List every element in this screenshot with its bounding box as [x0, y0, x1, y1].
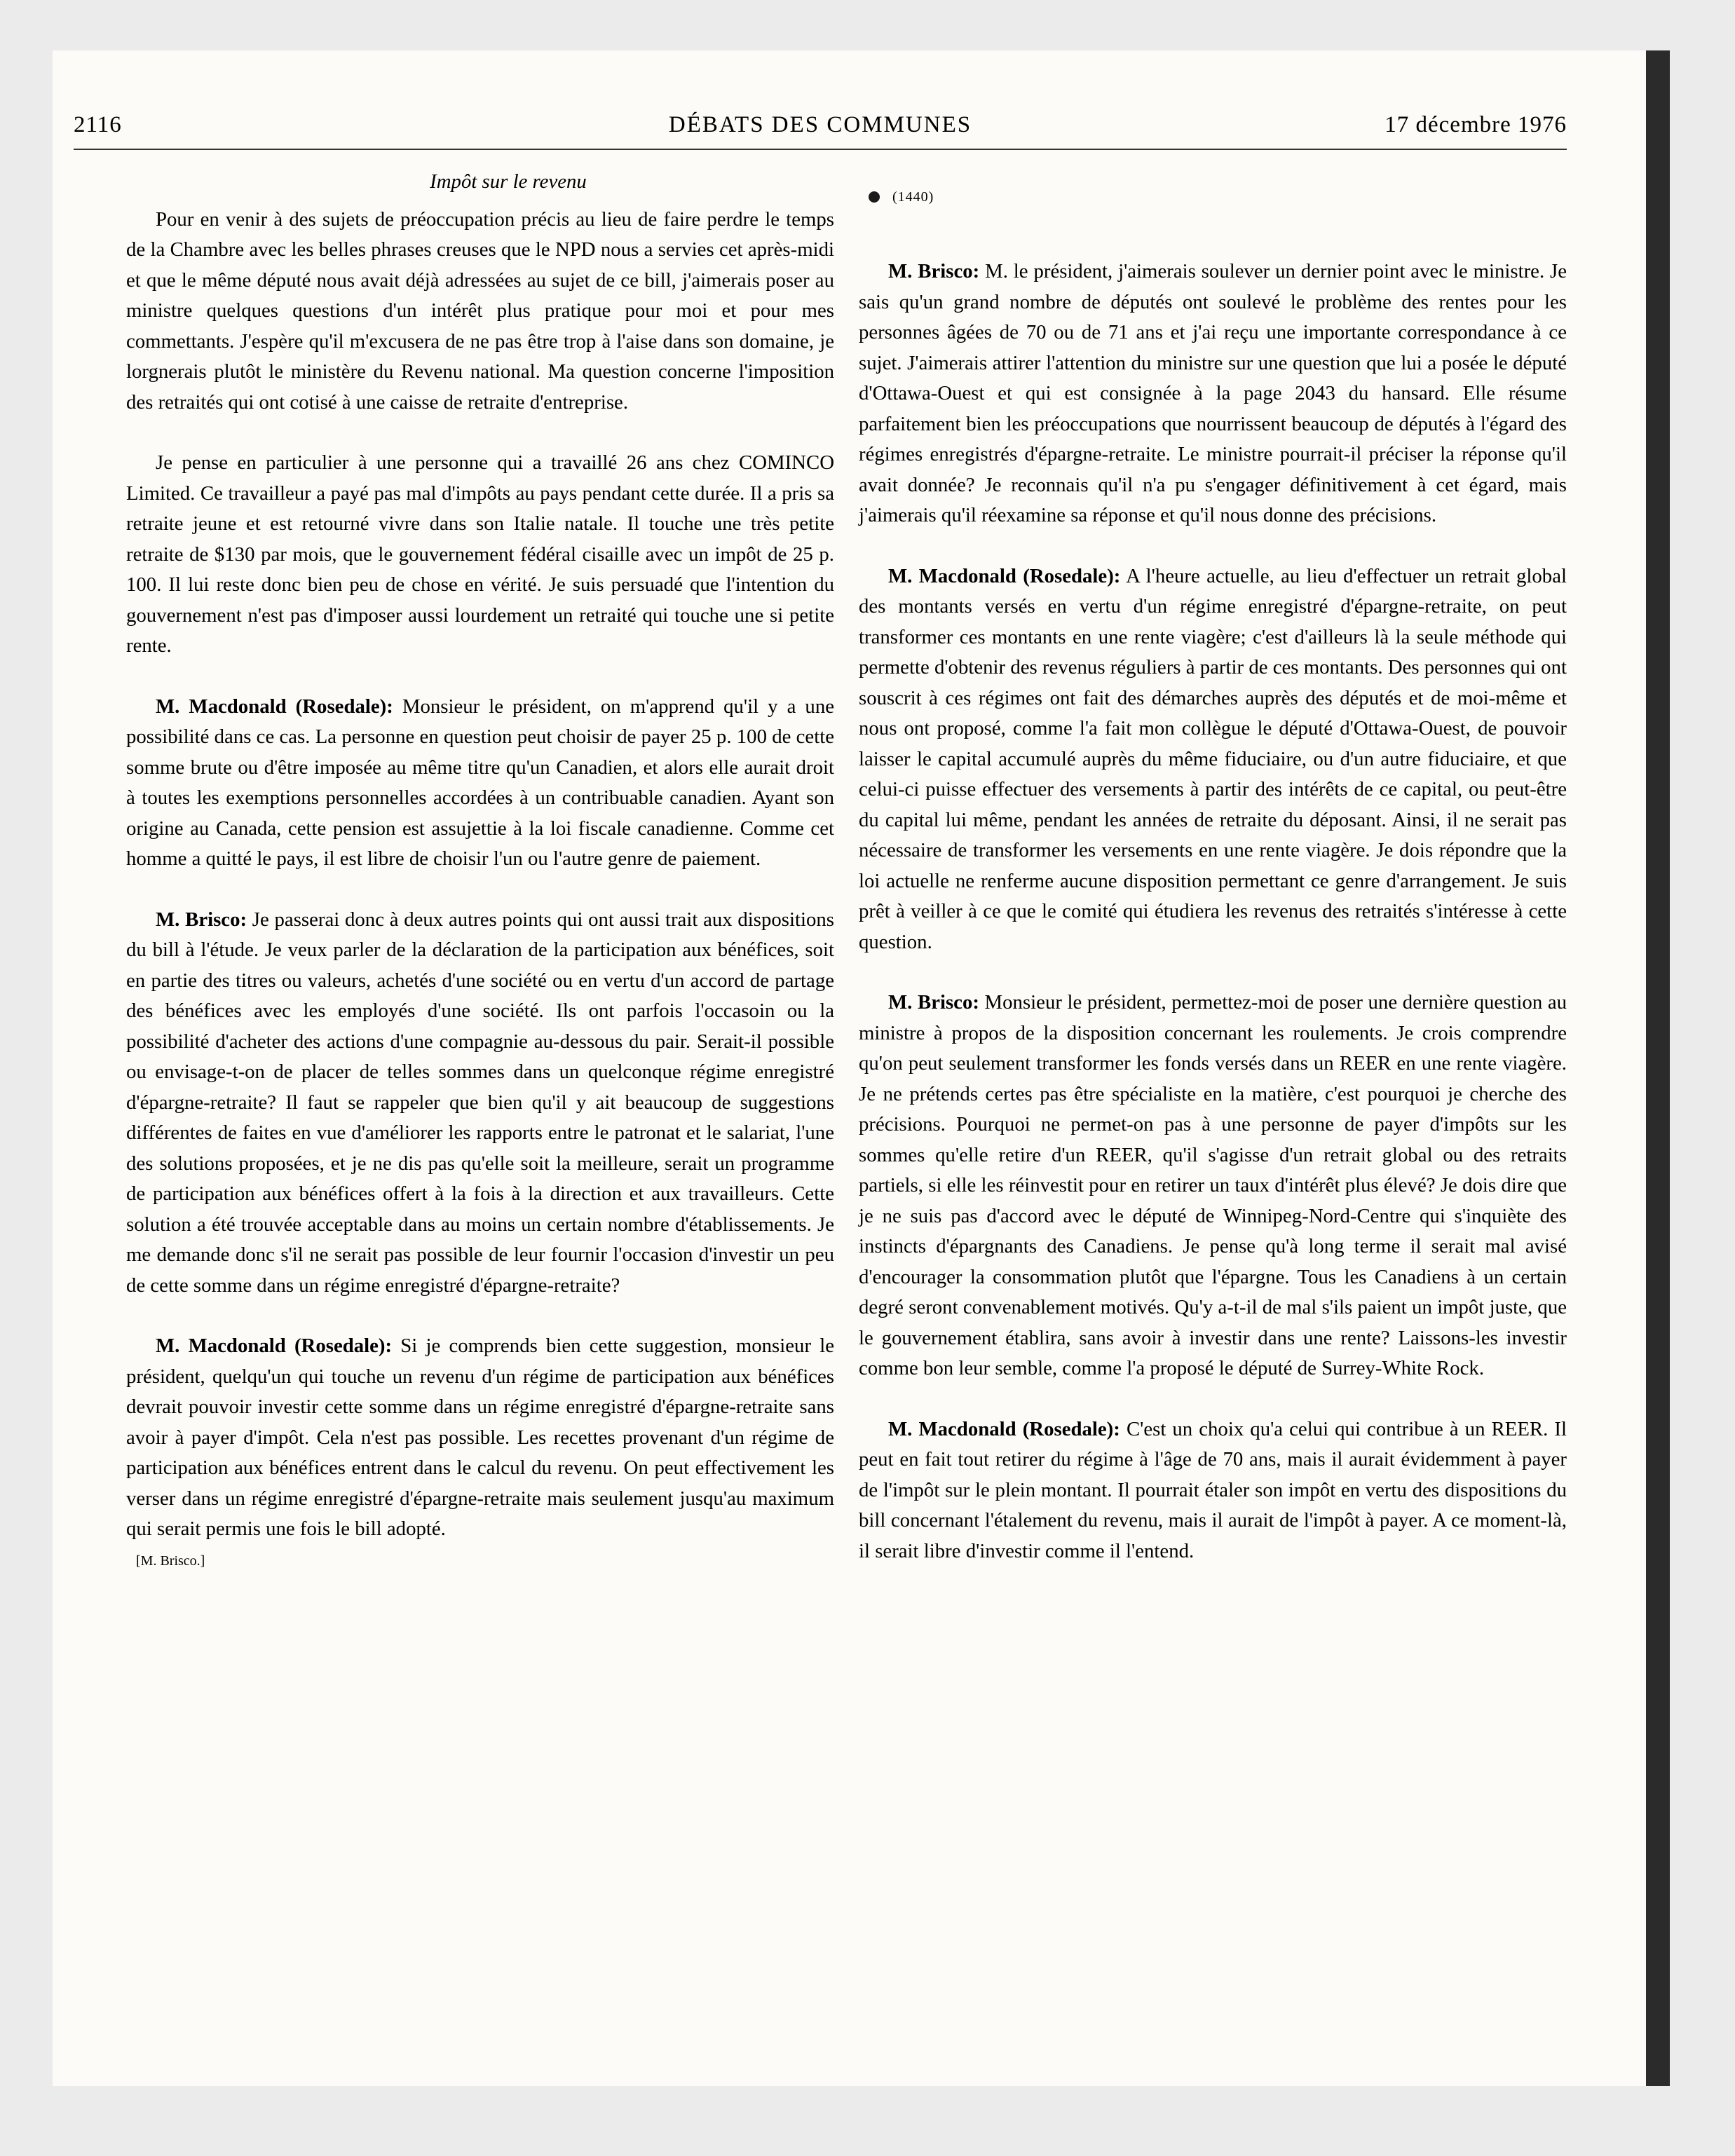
paragraph	[859, 561, 1567, 958]
speaker-footnote: [M. Brisco.]	[136, 1553, 205, 1569]
right-column	[859, 167, 1567, 1597]
publication-date: 17 décembre 1976	[1384, 112, 1567, 137]
publication-title: DÉBATS DES COMMUNES	[668, 112, 972, 137]
paragraph	[859, 257, 1567, 531]
paragraph-text: A l'heure actuelle, au lieu d'effectuer un retrait global des montants versés en vertu d'un régime enregistré d'épargne-retraite, on peut transformer ces montants en une rente viagère; c'est d'ailleurs là la seule méthode qui permette d'obtenir des revenus réguliers à partir de ces montants. Des personnes qui ont souscrit à ces régimes ont fait des démarches auprès des députés et de moi-même et nous ont proposé, comme l'a fait mon collègue le député d'Ottawa-Ouest, de pouvoir laisser le capital accumulé auprès du même fiduciaire, ou d'un autre fiduciaire, et que celui-ci puisse effectuer des versements à partir des intérêts de ce capital, ou peut-être du capital lui même, pendant les années de retraite du déposant. Ainsi, il ne serait pas nécessaire de transformer les versements en une rente viagère. Je dois répondre que la loi actuelle ne renferme aucune disposition permettant ce genre d'arrangement. Je suis prêt à veiller à ce que le comité qui étudiera les revenus des retraités s'intéresse à cette question.	[859, 564, 1567, 953]
paragraph	[126, 692, 834, 875]
paragraph-text: Si je comprends bien cette suggestion, monsieur le président, quelqu'un qui touche un revenu d'un régime de participation aux bénéfices devrait pouvoir investir cette somme dans un régime enregistré d'épargne-retraite sans avoir à payer d'impôt. Cela n'est pas possible. Les recettes provenant d'un régime de participation aux bénéfices entrent dans le calcul du revenu. On peut effectivement les verser dans un régime enregistré d'épargne-retraite mais seulement jusqu'au maximum qui serait permis une fois le bill adopté.	[126, 1335, 834, 1540]
paragraph	[859, 988, 1567, 1384]
paragraph	[126, 1331, 834, 1545]
left-column	[126, 167, 834, 1571]
speaker-name: M. Macdonald (Rosedale):	[156, 1335, 393, 1357]
timestamp-marker	[869, 186, 1567, 207]
paragraph-text: Je pense en particulier à une personne qui a travaillé 26 ans chez COMINCO Limited. Ce travailleur a payé pas mal d'impôts au pays pendant cette durée. Il a pris sa retraite jeune et est retourné vivre dans son Italie natale. Il touche une très petite retraite de $130 par mois, que le gouvernement fédéral cisaille avec un impôt de 25 p. 100. Il lui reste donc bien peu de chose en vérité. Je suis persuadé que l'intention du gouvernement n'est pas d'imposer aussi lourdement un retraité qui touche une si petite rente.	[126, 451, 834, 657]
paragraph-text: C'est un choix qu'a celui qui contribue à un REER. Il peut en fait tout retirer du régime à l'âge de 70 ans, mais il aurait évidemment à payer de l'impôt sur le plein montant. Il pourrait étaler son impôt en vertu des dispositions du bill concernant l'étalement du revenu, mais il aurait de l'impôt à payer. A ce moment-là, il serait libre d'investir comme il l'entend.	[859, 1417, 1567, 1562]
paragraph-text: M. le président, j'aimerais soulever un dernier point avec le ministre. Je sais qu'un grand nombre de députés ont soulevé le problème des rentes pour les personnes âgées de 70 ou de 71 ans et j'ai reçu une importante correspondance à ce sujet. J'aimerais attirer l'attention du ministre sur une question que lui a posée le député d'Ottawa-Ouest et qui est consignée à la page 2043 du hansard. Elle résume parfaitement bien les préoccupations que nourrissent beaucoup de députés à l'égard des régimes enregistrés d'épargne-retraite. Le ministre pourrait-il préciser la réponse qu'il avait donnée? Je reconnais qu'il n'a pu s'engager définitivement à cet égard, mais j'aimerais qu'il réexamine sa réponse et qu'il nous donne des précisions.	[859, 260, 1567, 526]
section-title: Impôt sur le revenu	[430, 170, 587, 193]
speaker-name: M. Macdonald (Rosedale):	[888, 564, 1121, 587]
timestamp: (1440)	[892, 189, 934, 205]
page-number: 2116	[74, 112, 122, 137]
speaker-name: M. Brisco:	[156, 908, 247, 931]
paragraph-text: Je passerai donc à deux autres points qui ont aussi trait aux dispositions du bill à l'étude. Je veux parler de la déclaration de la participation aux bénéfices, soit en partie des titres ou valeurs, achetés d'une société ou en vertu d'un accord de partage des bénéfices avec les employés d'une société. Ils ont parfois l'occasoin ou la possibilité d'acheter des actions d'une compagnie au-dessous du pair. Serait-il possible ou envisage-t-on de placer de telles sommes dans un quelconque régime enregistré d'épargne-retraite? Il faut se rappeler que bien qu'il y ait beaucoup de suggestions différentes de faites en vue d'améliorer les rapports entre le patronat et le salariat, l'une des solutions proposées, et je ne dis pas qu'elle soit la meilleure, serait un programme de participation aux bénéfices offert à la fois à la direction et aux travailleurs. Cette solution a été trouvée acceptable dans au moins un certain nombre d'établissements. Je me demande donc s'il ne serait pas possible de leur fournir l'occasion d'investir un peu de cette somme dans un régime enregistré d'épargne-retraite?	[126, 908, 834, 1297]
bullet-dot-icon	[869, 191, 880, 203]
speaker-name: M. Brisco:	[888, 991, 979, 1014]
paragraph	[126, 448, 834, 662]
speaker-name: M. Macdonald (Rosedale):	[156, 695, 393, 718]
speaker-name: M. Brisco:	[888, 260, 980, 282]
scan-binding-edge	[1646, 50, 1670, 2086]
paragraph	[126, 905, 834, 1302]
speaker-name: M. Macdonald (Rosedale):	[888, 1417, 1120, 1440]
paragraph-text: Monsieur le président, on m'apprend qu'il y a une possibilité dans ce cas. La personne en question peut choisir de payer 25 p. 100 de cette somme brute ou d'être imposée au même titre qu'un Canadien, et alors elle aurait droit à toutes les exemptions personnelles accordées à un contribuable canadien. Ayant son origine au Canada, cette pension est assujettie à la loi fiscale canadienne. Comme cet homme a quitté le pays, il est libre de choisir l'un ou l'autre genre de paiement.	[126, 695, 834, 870]
paragraph	[126, 205, 834, 418]
paragraph-text: Pour en venir à des sujets de préoccupation précis au lieu de faire perdre le temps de la Chambre avec les belles phrases creuses que le NPD nous a servies cet après-midi et que le même député nous avait déjà adressées au sujet de ce bill, j'aimerais poser au ministre quelques questions d'un intérêt plus pratique pour moi et pour mes commettants. J'espère qu'il m'excusera de ne pas être trop à l'aise dans son domaine, je lorgnerais plutôt le ministère du Revenu national. Ma question concerne l'imposition des retraités qui ont cotisé à une caisse de retraite d'entreprise.	[126, 207, 834, 414]
paragraph-text: Monsieur le président, permettez-moi de poser une dernière question au ministre à propos de la disposition concernant les roulements. Je crois comprendre qu'on peut seulement transformer les fonds versés dans un REER en une rente viagère. Je ne prétends certes pas être spécialiste en la matière, c'est pourquoi je cherche des précisions. Pourquoi ne permet-on pas à une personne de payer d'impôts sur les sommes qu'elle retire d'un REER, qu'il s'agisse d'un retrait global ou des retraits partiels, si elle les réinvestit pour en retirer un taux d'intérêt plus élevé? Je dois dire que je ne suis pas d'accord avec le député de Winnipeg-Nord-Centre qui s'inquiète des instincts d'épargnants des Canadiens. Je pense qu'à long terme il serait mal avisé d'encourager la consommation plutôt que l'épargne. Tous les Canadiens à un certain degré seront convenablement motivés. Qu'y a-t-il de mal s'ils paient un impôt juste, que le gouvernement établira, sans avoir à investir dans une rente? Laissons-les investir comme bon leur semble, comme l'a proposé le député de Surrey-White Rock.	[859, 991, 1567, 1379]
paragraph	[859, 1414, 1567, 1567]
page-header	[74, 112, 1567, 150]
